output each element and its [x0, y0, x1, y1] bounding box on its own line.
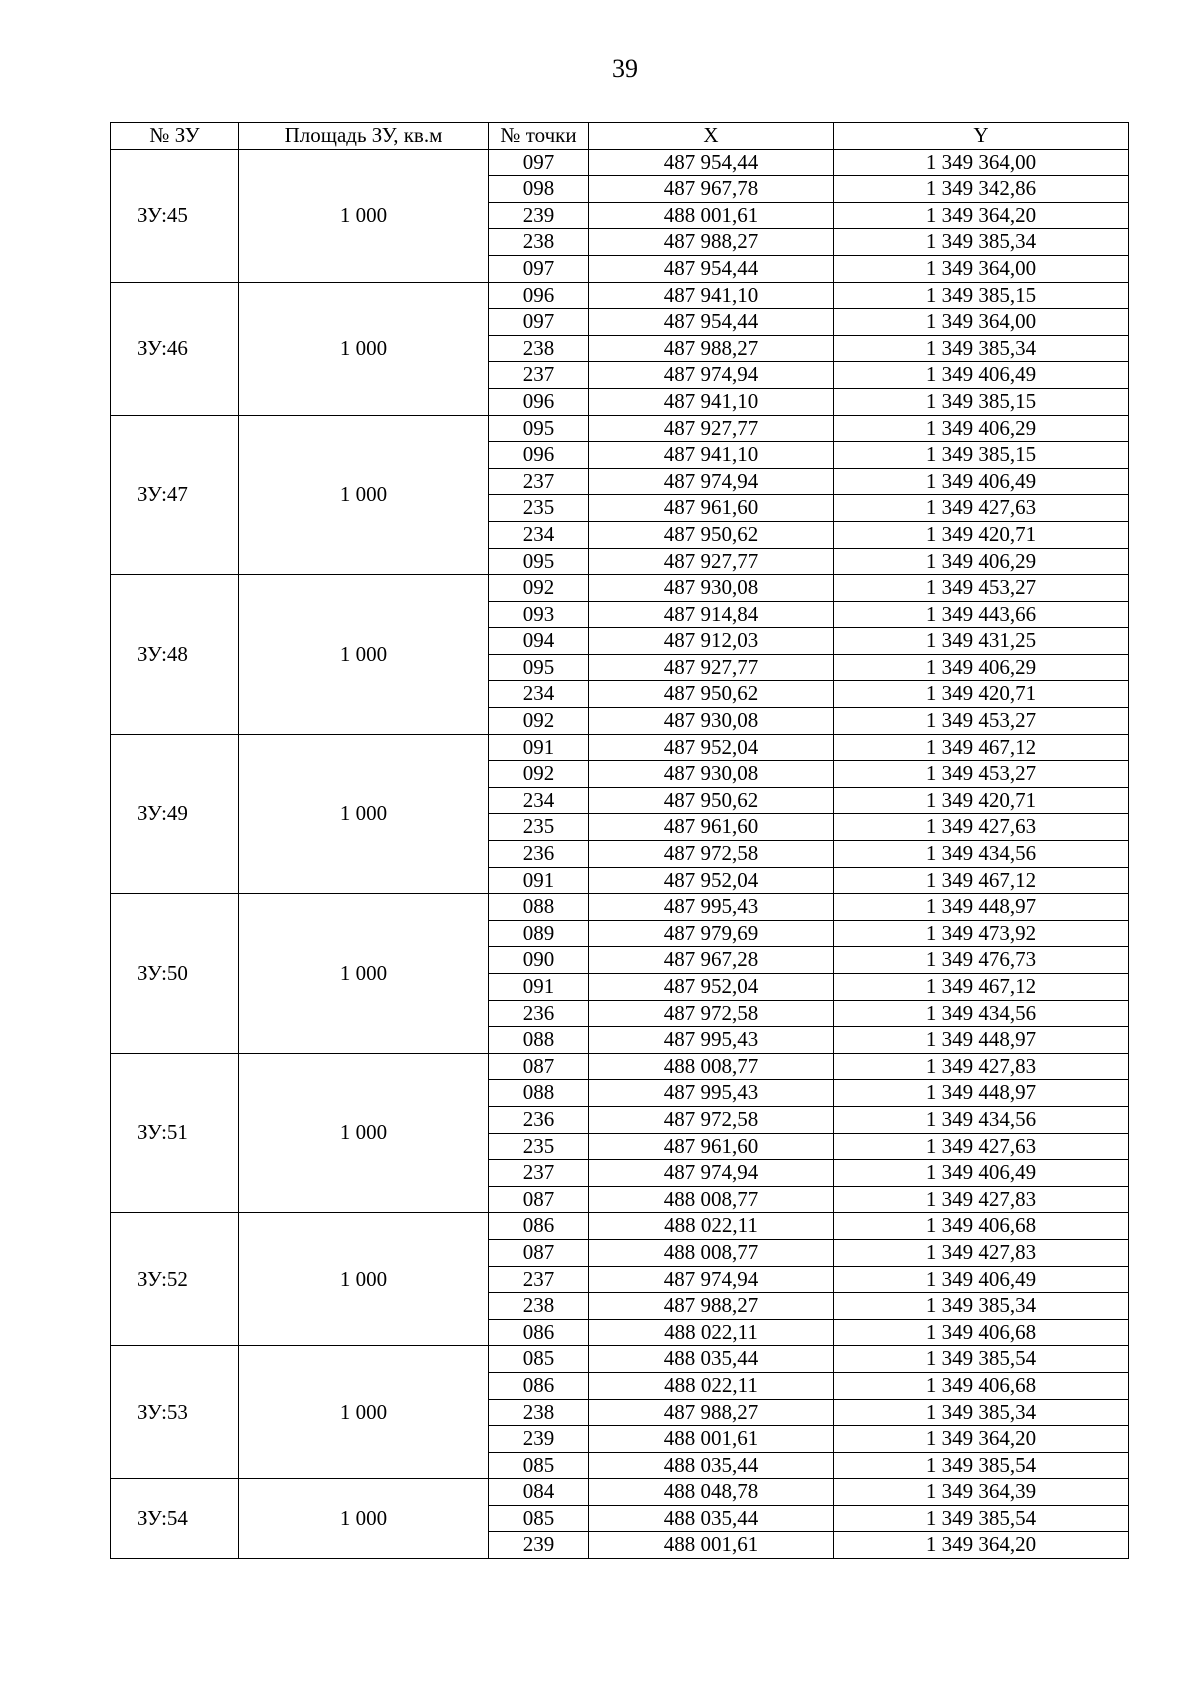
point-number-cell: 234: [489, 681, 589, 708]
x-coordinate-cell: 488 022,11: [589, 1372, 834, 1399]
point-number-cell: 237: [489, 362, 589, 389]
x-coordinate-cell: 487 914,84: [589, 601, 834, 628]
x-coordinate-cell: 487 988,27: [589, 1293, 834, 1320]
point-number-cell: 234: [489, 787, 589, 814]
header-zu: № ЗУ: [111, 123, 239, 150]
y-coordinate-cell: 1 349 364,20: [834, 202, 1129, 229]
header-point: № точки: [489, 123, 589, 150]
table-row: [111, 1053, 1129, 1080]
table-row: [111, 1479, 1129, 1506]
x-coordinate-cell: 488 035,44: [589, 1505, 834, 1532]
zu-area-cell: 1 000: [239, 1053, 489, 1213]
x-coordinate-cell: 487 961,60: [589, 814, 834, 841]
y-coordinate-cell: 1 349 385,34: [834, 335, 1129, 362]
table-body: [111, 149, 1129, 1558]
y-coordinate-cell: 1 349 406,49: [834, 1160, 1129, 1187]
y-coordinate-cell: 1 349 406,49: [834, 1266, 1129, 1293]
x-coordinate-cell: 487 972,58: [589, 1000, 834, 1027]
x-coordinate-cell: 487 974,94: [589, 468, 834, 495]
x-coordinate-cell: 487 952,04: [589, 867, 834, 894]
x-coordinate-cell: 488 001,61: [589, 1426, 834, 1453]
x-coordinate-cell: 488 008,77: [589, 1053, 834, 1080]
point-number-cell: 236: [489, 1000, 589, 1027]
x-coordinate-cell: 487 967,28: [589, 947, 834, 974]
x-coordinate-cell: 487 972,58: [589, 841, 834, 868]
point-number-cell: 087: [489, 1239, 589, 1266]
zu-area-cell: 1 000: [239, 1346, 489, 1479]
x-coordinate-cell: 487 995,43: [589, 894, 834, 921]
x-coordinate-cell: 487 930,08: [589, 761, 834, 788]
y-coordinate-cell: 1 349 427,63: [834, 1133, 1129, 1160]
point-number-cell: 087: [489, 1186, 589, 1213]
x-coordinate-cell: 487 952,04: [589, 734, 834, 761]
x-coordinate-cell: 488 035,44: [589, 1346, 834, 1373]
y-coordinate-cell: 1 349 342,86: [834, 176, 1129, 203]
y-coordinate-cell: 1 349 385,54: [834, 1505, 1129, 1532]
x-coordinate-cell: 487 954,44: [589, 309, 834, 336]
point-number-cell: 086: [489, 1372, 589, 1399]
y-coordinate-cell: 1 349 406,29: [834, 548, 1129, 575]
y-coordinate-cell: 1 349 434,56: [834, 1106, 1129, 1133]
y-coordinate-cell: 1 349 364,00: [834, 309, 1129, 336]
coordinates-table: [110, 122, 1129, 1559]
x-coordinate-cell: 488 008,77: [589, 1239, 834, 1266]
point-number-cell: 098: [489, 176, 589, 203]
x-coordinate-cell: 487 952,04: [589, 974, 834, 1001]
y-coordinate-cell: 1 349 448,97: [834, 1027, 1129, 1054]
y-coordinate-cell: 1 349 406,29: [834, 654, 1129, 681]
point-number-cell: 085: [489, 1346, 589, 1373]
y-coordinate-cell: 1 349 420,71: [834, 521, 1129, 548]
x-coordinate-cell: 488 001,61: [589, 202, 834, 229]
x-coordinate-cell: 487 974,94: [589, 1266, 834, 1293]
zu-id-cell: ЗУ:54: [111, 1479, 239, 1559]
zu-id-cell: ЗУ:45: [111, 149, 239, 282]
point-number-cell: 093: [489, 601, 589, 628]
point-number-cell: 095: [489, 654, 589, 681]
x-coordinate-cell: 487 950,62: [589, 681, 834, 708]
x-coordinate-cell: 487 961,60: [589, 1133, 834, 1160]
x-coordinate-cell: 488 022,11: [589, 1213, 834, 1240]
y-coordinate-cell: 1 349 434,56: [834, 1000, 1129, 1027]
point-number-cell: 097: [489, 149, 589, 176]
y-coordinate-cell: 1 349 476,73: [834, 947, 1129, 974]
zu-area-cell: 1 000: [239, 734, 489, 894]
point-number-cell: 239: [489, 1426, 589, 1453]
x-coordinate-cell: 487 961,60: [589, 495, 834, 522]
x-coordinate-cell: 487 979,69: [589, 920, 834, 947]
y-coordinate-cell: 1 349 385,34: [834, 229, 1129, 256]
point-number-cell: 085: [489, 1505, 589, 1532]
y-coordinate-cell: 1 349 427,83: [834, 1186, 1129, 1213]
x-coordinate-cell: 487 972,58: [589, 1106, 834, 1133]
zu-id-cell: ЗУ:51: [111, 1053, 239, 1213]
table-row: [111, 575, 1129, 602]
point-number-cell: 087: [489, 1053, 589, 1080]
point-number-cell: 235: [489, 495, 589, 522]
point-number-cell: 094: [489, 628, 589, 655]
y-coordinate-cell: 1 349 434,56: [834, 841, 1129, 868]
point-number-cell: 237: [489, 1160, 589, 1187]
y-coordinate-cell: 1 349 406,68: [834, 1319, 1129, 1346]
point-number-cell: 090: [489, 947, 589, 974]
page-number: 39: [612, 54, 638, 83]
point-number-cell: 088: [489, 894, 589, 921]
x-coordinate-cell: 488 008,77: [589, 1186, 834, 1213]
x-coordinate-cell: 488 001,61: [589, 1532, 834, 1559]
zu-id-cell: ЗУ:53: [111, 1346, 239, 1479]
y-coordinate-cell: 1 349 385,15: [834, 282, 1129, 309]
zu-id-cell: ЗУ:50: [111, 894, 239, 1054]
x-coordinate-cell: 487 941,10: [589, 442, 834, 469]
point-number-cell: 092: [489, 708, 589, 735]
y-coordinate-cell: 1 349 427,83: [834, 1239, 1129, 1266]
point-number-cell: 086: [489, 1213, 589, 1240]
x-coordinate-cell: 487 930,08: [589, 575, 834, 602]
y-coordinate-cell: 1 349 453,27: [834, 761, 1129, 788]
point-number-cell: 239: [489, 1532, 589, 1559]
x-coordinate-cell: 487 974,94: [589, 362, 834, 389]
y-coordinate-cell: 1 349 420,71: [834, 681, 1129, 708]
y-coordinate-cell: 1 349 385,54: [834, 1452, 1129, 1479]
x-coordinate-cell: 487 974,94: [589, 1160, 834, 1187]
x-coordinate-cell: 488 035,44: [589, 1452, 834, 1479]
point-number-cell: 238: [489, 1399, 589, 1426]
zu-area-cell: 1 000: [239, 415, 489, 575]
x-coordinate-cell: 487 967,78: [589, 176, 834, 203]
point-number-cell: 238: [489, 335, 589, 362]
zu-area-cell: 1 000: [239, 149, 489, 282]
y-coordinate-cell: 1 349 427,63: [834, 814, 1129, 841]
x-coordinate-cell: 487 988,27: [589, 229, 834, 256]
table-header: [111, 123, 1129, 150]
zu-area-cell: 1 000: [239, 1479, 489, 1559]
x-coordinate-cell: 487 950,62: [589, 787, 834, 814]
point-number-cell: 089: [489, 920, 589, 947]
x-coordinate-cell: 488 048,78: [589, 1479, 834, 1506]
x-coordinate-cell: 487 912,03: [589, 628, 834, 655]
x-coordinate-cell: 487 995,43: [589, 1027, 834, 1054]
x-coordinate-cell: 487 954,44: [589, 255, 834, 282]
point-number-cell: 236: [489, 841, 589, 868]
point-number-cell: 095: [489, 415, 589, 442]
y-coordinate-cell: 1 349 453,27: [834, 575, 1129, 602]
point-number-cell: 088: [489, 1027, 589, 1054]
x-coordinate-cell: 487 941,10: [589, 388, 834, 415]
table-row: [111, 734, 1129, 761]
point-number-cell: 092: [489, 575, 589, 602]
y-coordinate-cell: 1 349 385,54: [834, 1346, 1129, 1373]
y-coordinate-cell: 1 349 406,49: [834, 468, 1129, 495]
table-row: [111, 415, 1129, 442]
point-number-cell: 238: [489, 1293, 589, 1320]
x-coordinate-cell: 487 941,10: [589, 282, 834, 309]
zu-area-cell: 1 000: [239, 894, 489, 1054]
zu-id-cell: ЗУ:49: [111, 734, 239, 894]
y-coordinate-cell: 1 349 364,39: [834, 1479, 1129, 1506]
y-coordinate-cell: 1 349 406,68: [834, 1213, 1129, 1240]
y-coordinate-cell: 1 349 473,92: [834, 920, 1129, 947]
point-number-cell: 096: [489, 442, 589, 469]
point-number-cell: 096: [489, 388, 589, 415]
point-number-cell: 096: [489, 282, 589, 309]
x-coordinate-cell: 488 022,11: [589, 1319, 834, 1346]
x-coordinate-cell: 487 927,77: [589, 548, 834, 575]
x-coordinate-cell: 487 927,77: [589, 654, 834, 681]
header-row: [111, 123, 1129, 150]
x-coordinate-cell: 487 930,08: [589, 708, 834, 735]
y-coordinate-cell: 1 349 467,12: [834, 734, 1129, 761]
x-coordinate-cell: 487 954,44: [589, 149, 834, 176]
y-coordinate-cell: 1 349 406,29: [834, 415, 1129, 442]
header-y: Y: [834, 123, 1129, 150]
x-coordinate-cell: 487 927,77: [589, 415, 834, 442]
zu-id-cell: ЗУ:46: [111, 282, 239, 415]
y-coordinate-cell: 1 349 385,34: [834, 1399, 1129, 1426]
zu-id-cell: ЗУ:47: [111, 415, 239, 575]
point-number-cell: 084: [489, 1479, 589, 1506]
y-coordinate-cell: 1 349 364,20: [834, 1426, 1129, 1453]
y-coordinate-cell: 1 349 448,97: [834, 1080, 1129, 1107]
point-number-cell: 095: [489, 548, 589, 575]
point-number-cell: 097: [489, 255, 589, 282]
table-row: [111, 894, 1129, 921]
point-number-cell: 234: [489, 521, 589, 548]
zu-area-cell: 1 000: [239, 1213, 489, 1346]
point-number-cell: 088: [489, 1080, 589, 1107]
point-number-cell: 235: [489, 1133, 589, 1160]
point-number-cell: 239: [489, 202, 589, 229]
y-coordinate-cell: 1 349 385,34: [834, 1293, 1129, 1320]
table-row: [111, 149, 1129, 176]
point-number-cell: 092: [489, 761, 589, 788]
y-coordinate-cell: 1 349 385,15: [834, 442, 1129, 469]
table-row: [111, 1213, 1129, 1240]
table-row: [111, 1346, 1129, 1373]
y-coordinate-cell: 1 349 453,27: [834, 708, 1129, 735]
point-number-cell: 091: [489, 974, 589, 1001]
y-coordinate-cell: 1 349 406,68: [834, 1372, 1129, 1399]
x-coordinate-cell: 487 988,27: [589, 1399, 834, 1426]
y-coordinate-cell: 1 349 385,15: [834, 388, 1129, 415]
y-coordinate-cell: 1 349 467,12: [834, 974, 1129, 1001]
zu-area-cell: 1 000: [239, 575, 489, 735]
point-number-cell: 091: [489, 867, 589, 894]
x-coordinate-cell: 487 995,43: [589, 1080, 834, 1107]
y-coordinate-cell: 1 349 448,97: [834, 894, 1129, 921]
zu-id-cell: ЗУ:48: [111, 575, 239, 735]
y-coordinate-cell: 1 349 431,25: [834, 628, 1129, 655]
point-number-cell: 238: [489, 229, 589, 256]
zu-id-cell: ЗУ:52: [111, 1213, 239, 1346]
y-coordinate-cell: 1 349 364,20: [834, 1532, 1129, 1559]
y-coordinate-cell: 1 349 364,00: [834, 255, 1129, 282]
y-coordinate-cell: 1 349 420,71: [834, 787, 1129, 814]
point-number-cell: 097: [489, 309, 589, 336]
x-coordinate-cell: 487 988,27: [589, 335, 834, 362]
table-row: [111, 282, 1129, 309]
point-number-cell: 235: [489, 814, 589, 841]
y-coordinate-cell: 1 349 467,12: [834, 867, 1129, 894]
header-x: X: [589, 123, 834, 150]
y-coordinate-cell: 1 349 427,83: [834, 1053, 1129, 1080]
point-number-cell: 237: [489, 1266, 589, 1293]
y-coordinate-cell: 1 349 364,00: [834, 149, 1129, 176]
header-area: Площадь ЗУ, кв.м: [239, 123, 489, 150]
y-coordinate-cell: 1 349 443,66: [834, 601, 1129, 628]
y-coordinate-cell: 1 349 427,63: [834, 495, 1129, 522]
y-coordinate-cell: 1 349 406,49: [834, 362, 1129, 389]
point-number-cell: 085: [489, 1452, 589, 1479]
point-number-cell: 086: [489, 1319, 589, 1346]
point-number-cell: 237: [489, 468, 589, 495]
x-coordinate-cell: 487 950,62: [589, 521, 834, 548]
point-number-cell: 236: [489, 1106, 589, 1133]
zu-area-cell: 1 000: [239, 282, 489, 415]
point-number-cell: 091: [489, 734, 589, 761]
